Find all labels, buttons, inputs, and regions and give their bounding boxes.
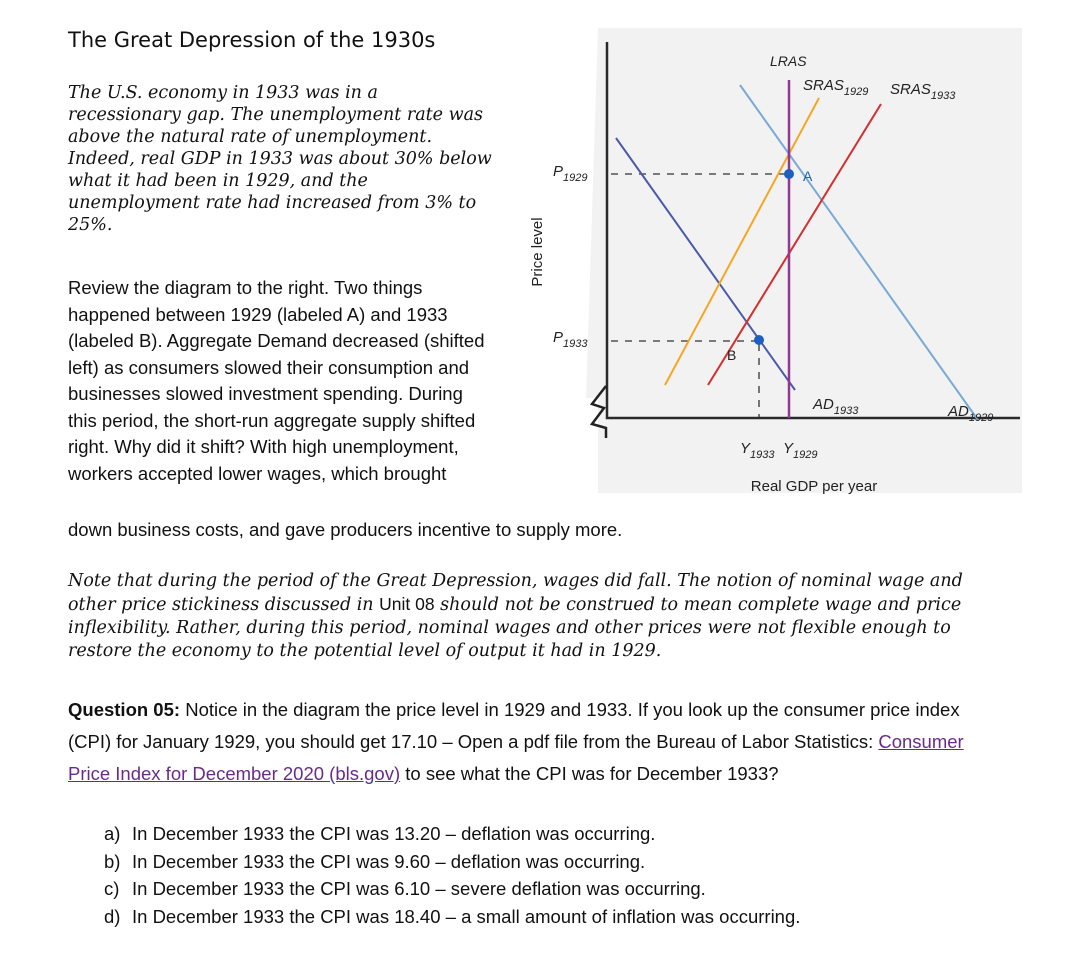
option-d-text: In December 1933 the CPI was 18.40 – a small amount of inflation was occurring. — [132, 905, 801, 927]
sras1929-label: $SRAS_{1929}$ — [803, 77, 869, 98]
point-a-label: A — [803, 168, 813, 184]
y1929-label: $Y_{1929}$ — [783, 440, 818, 461]
note-text-before: Note that during the period of the Great Depression, wages did fall. The notion of nominal wage and other price stickiness discussed in — [68, 571, 963, 615]
review-paragraph-tail: down business costs, and gave producers incentive to supply more. — [68, 519, 623, 540]
option-c-letter: c) — [104, 878, 120, 899]
sras1933-label: $SRAS_{1933}$ — [890, 81, 956, 102]
option-d-letter: d) — [104, 905, 121, 927]
note-text-after: should not be construed to mean complete wage and price inflexibility. Rather, during this period, nominal wages and other prices were not flexible enough to restore the economy to the potential level of output it had in 1929. — [68, 595, 962, 661]
option-a-letter: a) — [104, 823, 121, 844]
option-a — [104, 820, 1004, 848]
point-b-marker — [754, 335, 764, 345]
ad-as-diagram — [520, 28, 1026, 503]
question-label: Question 05: — [68, 699, 181, 720]
intro-paragraph: The U.S. economy in 1933 was in a recessionary gap. The unemployment rate was above the natural rate of unemployment. Indeed, real GDP in 1933 was about 30% below what it had been in 1929, and the unemployment rate had increased from 3% to 25%. — [68, 83, 492, 235]
page-title: The Great Depression of the 1930s — [68, 28, 436, 52]
ad1933-label: $AD_{1933}$ — [813, 396, 859, 417]
point-b-label: B — [727, 347, 737, 363]
p1929-label: $P_{1929}$ — [553, 163, 588, 184]
y1933-label: $Y_{1933}$ — [740, 440, 775, 461]
option-b-letter: b) — [104, 850, 121, 872]
p1933-label: $P_{1933}$ — [553, 329, 588, 350]
unit-reference: Unit 08 — [379, 594, 435, 614]
option-b-text: In December 1933 the CPI was 9.60 – deflation was occurring. — [132, 850, 646, 872]
bls-cpi-link[interactable]: Consumer Price Index for December 2020 (bls.gov) — [68, 731, 964, 784]
review-paragraph: Review the diagram to the right. Two things happened between 1929 (labeled A) and 1933 (labeled B). Aggregate Demand decreased (shifted left) as consumers slowed their consumption and businesses slowed investment spending. During this period, the short-run aggregate supply shifted right. Why did it shift? With high unemployment, workers accepted lower wages, which brought — [68, 277, 485, 484]
diagram-panel — [586, 28, 1022, 493]
question-block — [68, 694, 988, 790]
option-a-text: In December 1933 the CPI was 13.20 – deflation was occurring. — [132, 823, 656, 844]
option-d — [104, 903, 1004, 931]
question-text-1: Notice in the diagram the price level in 1929 and 1933. If you look up the consumer price index (CPI) for January 1929, you should get 17.10 – Open a pdf file from the Bureau of Labor Statistics: — [68, 699, 960, 752]
y-axis-title: Price level — [529, 217, 546, 287]
ad1929-label: $AD_{1929}$ — [948, 403, 994, 424]
note-paragraph — [68, 570, 998, 663]
lras-label: LRAS — [770, 53, 807, 69]
point-a-marker — [784, 169, 794, 179]
x-axis-title: Real GDP per year — [750, 478, 878, 495]
option-c-text: In December 1933 the CPI was 6.10 – severe deflation was occurring. — [132, 878, 706, 899]
question-text-2: to see what the CPI was for December 1933? — [400, 763, 779, 784]
option-b — [104, 848, 1004, 876]
answer-options — [104, 820, 1004, 930]
option-c — [104, 875, 1004, 903]
